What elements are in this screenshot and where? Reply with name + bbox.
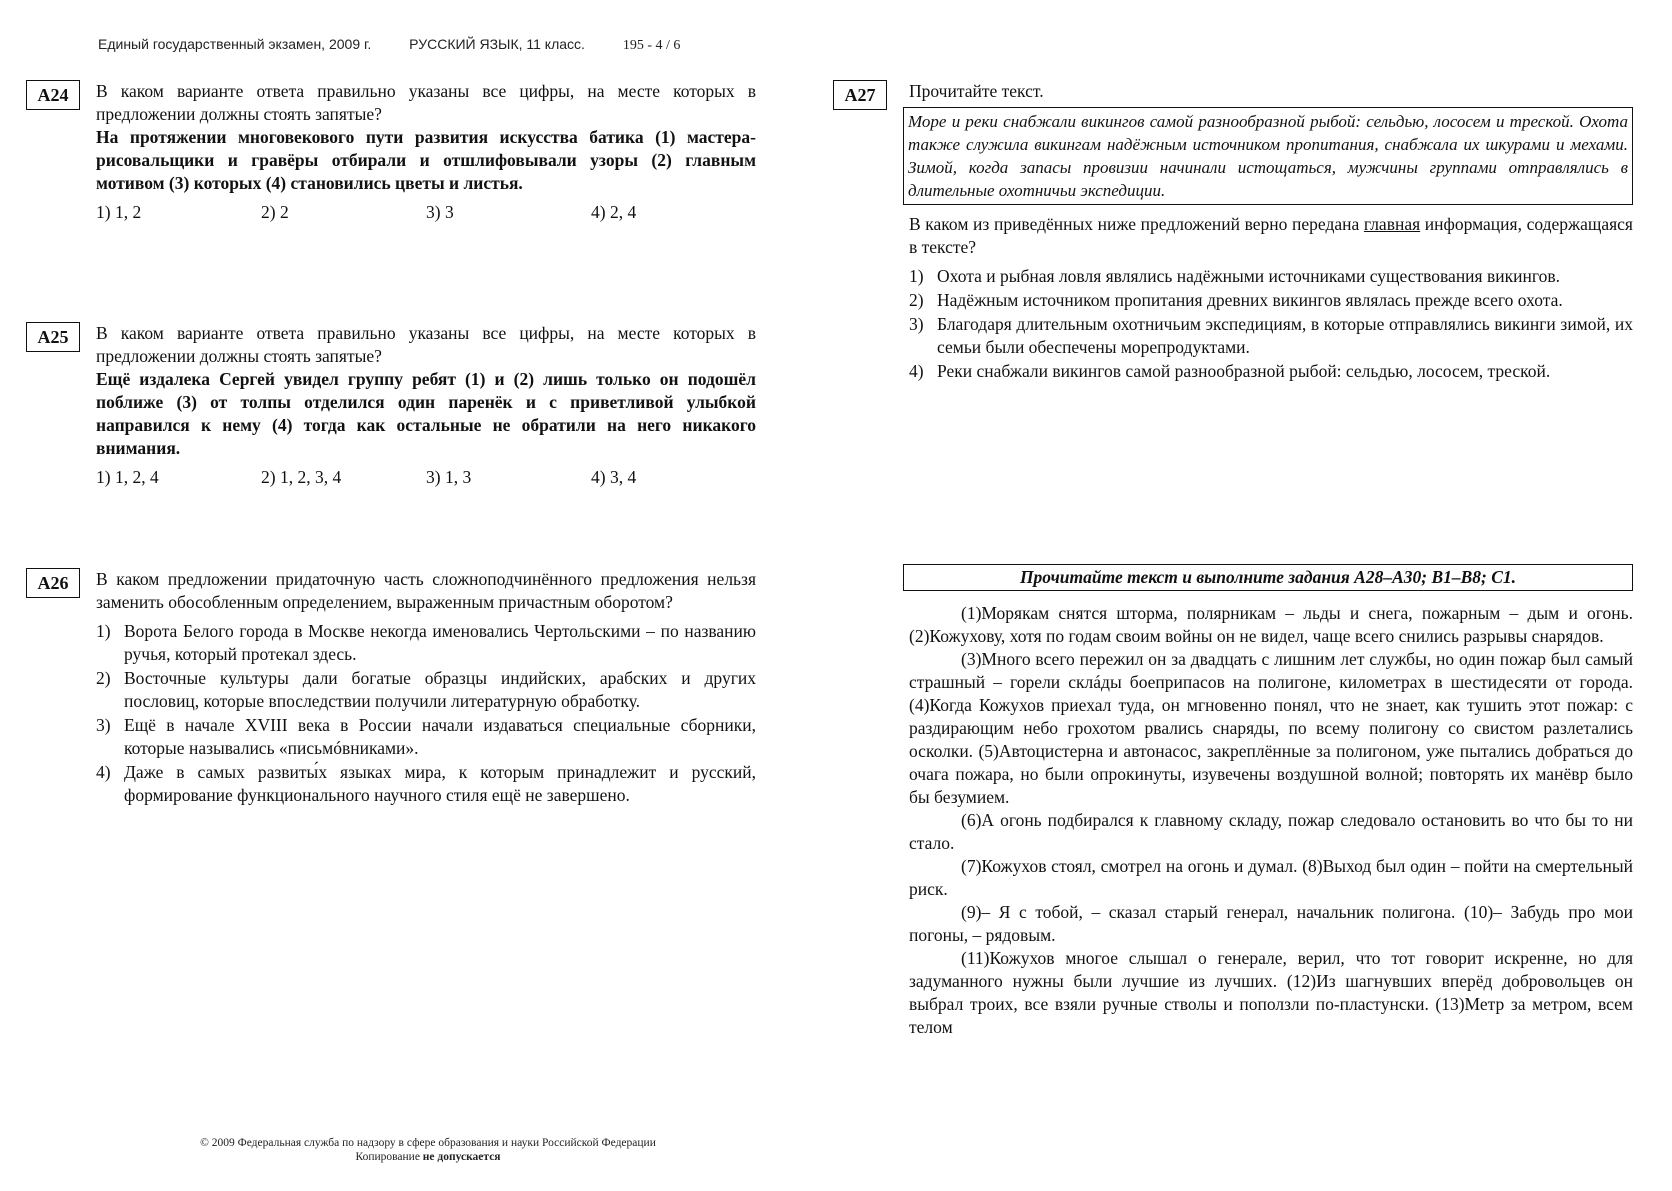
task-sentence: Ещё издалека Сергей увидел группу ребят (1) и (2) лишь только он подошёл поближе (3) от толпы отделился один паренёк и с приветливой улыбкой направился к нему (4) тогда как остальные не обратили на него никакого внимания. xyxy=(96,369,756,458)
answer-option[interactable]: 1) 1, 2, 4 xyxy=(96,467,159,487)
task-a25 xyxy=(26,322,756,489)
task-question: В каком из приведённых ниже предложений верно передана главная информация, содержащаяся в тексте? xyxy=(909,214,1633,257)
answer-option[interactable]: 4) 2, 4 xyxy=(591,202,637,222)
option-item[interactable]: 4) Даже в самых развиты́х языках мира, к которым принадлежит и русский, формирование функционального научного стиля ещё не завершено. xyxy=(96,762,756,805)
subject-title: РУССКИЙ ЯЗЫК, 11 класс. xyxy=(409,36,585,52)
passage-paragraph: (3)Много всего пережил он за двадцать с лишним лет службы, но один пожар был самый страшный – горели склáды боеприпасов на полигоне, километрах в шестидесяти от города. (4)Когда Кожухов приехал туда, он мгновенно понял, что не знает, как тушить этот пожар: с раздирающим небо грохотом рвались снаряды, по всему полигону со свистом разлетались осколки. (5)Автоцистерна и автонасос, закреплённые за полигоном, уже пытались добраться до очага пожара, но были опрокинуты, изувечены воздушной волной; повторять их манёвр было бы безумием. xyxy=(909,649,1633,807)
task-label-a26: А26 xyxy=(26,568,80,598)
option-item[interactable]: 3) Благодаря длительным охотничьим экспедициям, в которые отправлялись викинги зимой, их семьи были обеспечены морепродуктами. xyxy=(909,314,1633,357)
answer-option[interactable]: 2) 2 xyxy=(261,202,289,222)
copyright-line: © 2009 Федеральная служба по надзору в сфере образования и науки Российской Федерации xyxy=(200,1137,656,1149)
option-item[interactable]: 1) Охота и рыбная ловля являлись надёжными источниками существования викингов. xyxy=(909,266,1560,286)
answer-option[interactable]: 3) 1, 3 xyxy=(426,467,472,487)
answer-option[interactable]: 2) 1, 2, 3, 4 xyxy=(261,467,342,487)
task-sentence: На протяжении многовекового пути развития искусства батика (1) мастера-рисовальщики и гравёры отбирали и отшлифовывали узоры (2) главным мотивом (3) которых (4) становились цветы и листья. xyxy=(96,127,756,193)
task-question: В каком предложении придаточную часть сложноподчинённого предложения нельзя заменить обособленным определением, выраженным причастным оборотом? xyxy=(96,569,756,612)
page-header xyxy=(98,36,680,54)
passage-paragraph: (9)– Я с тобой, – сказал старый генерал, начальник полигона. (10)– Забудь про мои погоны, – рядовым. xyxy=(909,902,1633,945)
option-list xyxy=(96,620,756,807)
task-question: В каком варианте ответа правильно указаны все цифры, на месте которых в предложении должны стоять запятые? xyxy=(96,323,756,366)
task-a26 xyxy=(26,568,756,808)
passage-paragraph: (1)Морякам снятся шторма, полярникам – льды и снега, пожарным – дым и огонь. (2)Кожухову, хотя по годам своим войны он не видел, чаще всего снились разрывы снарядов. xyxy=(909,603,1633,646)
task-label-a25: А25 xyxy=(26,322,80,352)
task-text-box: Море и реки снабжали викингов самой разнообразной рыбой: сельдью, лососем и треской. Охота также служила викингам надёжным источником пропитания, снабжала их шкурами и мехами. Зимой, когда запасы провизии начинали истощаться, мужчины группами отправлялись в длительные охотничьи экспедиции. xyxy=(903,107,1633,205)
passage-paragraph: (11)Кожухов многое слышал о генерале, верил, что тот говорит искренне, но для задуманного нужны были лучшие из лучших. (12)Из шагнувших вперёд добровольцев он выбрал троих, все взяли ручные стволы и поползли по-пластунски. (13)Метр за метром, всем телом xyxy=(909,948,1633,1037)
task-a27 xyxy=(844,80,1633,383)
passage-paragraph: (6)А огонь подбирался к главному складу, пожар следовало остановить во что бы то ни стало. xyxy=(909,810,1633,853)
answer-option[interactable]: 3) 3 xyxy=(426,202,454,222)
passage-paragraph: (7)Кожухов стоял, смотрел на огонь и думал. (8)Выход был один – пойти на смертельный риск. xyxy=(909,856,1633,899)
exam-title: Единый государственный экзамен, 2009 г. xyxy=(98,36,372,52)
task-label-a27: А27 xyxy=(833,80,887,110)
answer-option[interactable]: 1) 1, 2 xyxy=(96,202,142,222)
copy-notice: Копирование не допускается xyxy=(355,1151,501,1163)
option-item[interactable]: 2) Надёжным источником пропитания древних викингов являлась прежде всего охота. xyxy=(909,290,1563,310)
section-instruction: Прочитайте текст и выполните задания А28–А30; В1–В8; С1. xyxy=(903,564,1633,591)
reading-passage xyxy=(909,602,1633,1039)
task-a24 xyxy=(26,80,756,224)
option-item[interactable]: 3) Ещё в начале XVIII века в России начали издаваться специальные сборники, которые назывались «письмóвниками». xyxy=(96,715,756,758)
task-label-a24: А24 xyxy=(26,80,80,110)
task-question: В каком варианте ответа правильно указаны все цифры, на месте которых в предложении должны стоять запятые? xyxy=(96,81,756,124)
answer-options xyxy=(96,201,756,224)
page-footer xyxy=(158,1136,698,1164)
option-item[interactable]: 2) Восточные культуры дали богатые образцы индийских, арабских и других пословиц, которые впоследствии получили литературную обработку. xyxy=(96,668,756,711)
page-number: 195 - 4 / 6 xyxy=(622,38,681,53)
task-prompt: Прочитайте текст. xyxy=(909,81,1044,101)
answer-option[interactable]: 4) 3, 4 xyxy=(591,467,637,487)
option-item[interactable]: 4) Реки снабжали викингов самой разнообразной рыбой: сельдью, лососем, треской. xyxy=(909,361,1551,381)
answer-options xyxy=(96,466,756,489)
right-column xyxy=(844,80,1633,1037)
option-list xyxy=(909,265,1633,383)
option-item[interactable]: 1) Ворота Белого города в Москве некогда именовались Чертольскими – по названию ручья, который протекал здесь. xyxy=(96,621,756,664)
